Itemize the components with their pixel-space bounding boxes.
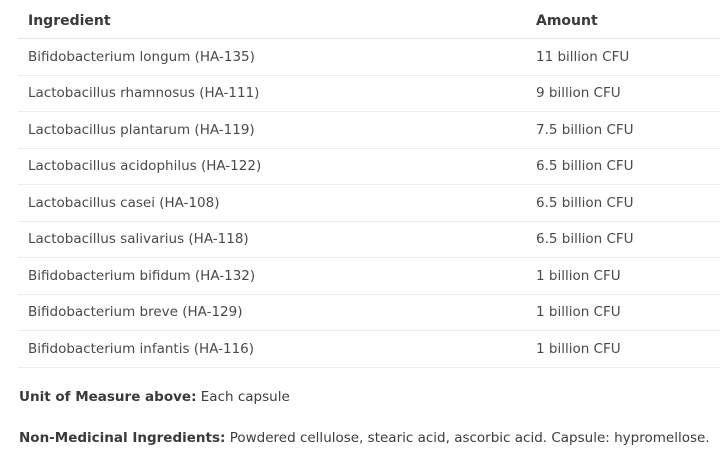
table-row — [18, 148, 720, 185]
amount-cell: 9 billion CFU — [526, 75, 720, 112]
amount-cell: 6.5 billion CFU — [526, 185, 720, 222]
unit-of-measure-value: Each capsule — [200, 389, 290, 405]
column-header-amount: Amount — [526, 3, 720, 39]
ingredient-cell: Lactobacillus rhamnosus (HA-111) — [18, 75, 526, 112]
ingredient-cell: Lactobacillus casei (HA-108) — [18, 185, 526, 222]
ingredient-cell: Lactobacillus salivarius (HA-118) — [18, 221, 526, 258]
amount-cell: 11 billion CFU — [526, 39, 720, 76]
table-row — [18, 185, 720, 222]
non-medicinal-ingredients-value: Powdered cellulose, stearic acid, ascorbic acid. Capsule: hypromellose. — [229, 430, 710, 446]
ingredient-cell: Bifidobacterium bifidum (HA-132) — [18, 258, 526, 295]
amount-cell: 1 billion CFU — [526, 258, 720, 295]
table-row — [18, 221, 720, 258]
non-medicinal-ingredients-note — [19, 430, 710, 446]
table-row — [18, 75, 720, 112]
table-row — [18, 112, 720, 149]
amount-cell: 1 billion CFU — [526, 294, 720, 331]
amount-cell: 6.5 billion CFU — [526, 148, 720, 185]
ingredient-cell: Lactobacillus plantarum (HA-119) — [18, 112, 526, 149]
table-row — [18, 258, 720, 295]
table-row — [18, 331, 720, 368]
ingredients-table-container — [18, 3, 720, 368]
unit-of-measure-label: Unit of Measure above: — [19, 389, 197, 405]
amount-cell: 7.5 billion CFU — [526, 112, 720, 149]
non-medicinal-ingredients-label: Non-Medicinal Ingredients: — [19, 430, 226, 446]
ingredient-cell: Bifidobacterium breve (HA-129) — [18, 294, 526, 331]
amount-cell: 1 billion CFU — [526, 331, 720, 368]
unit-of-measure-note — [19, 389, 290, 405]
table-row — [18, 294, 720, 331]
table-header-row — [18, 3, 720, 39]
ingredient-cell: Bifidobacterium infantis (HA-116) — [18, 331, 526, 368]
ingredients-table — [18, 3, 720, 368]
ingredient-cell: Bifidobacterium longum (HA-135) — [18, 39, 526, 76]
ingredient-cell: Lactobacillus acidophilus (HA-122) — [18, 148, 526, 185]
table-row — [18, 39, 720, 76]
column-header-ingredient: Ingredient — [18, 3, 526, 39]
amount-cell: 6.5 billion CFU — [526, 221, 720, 258]
